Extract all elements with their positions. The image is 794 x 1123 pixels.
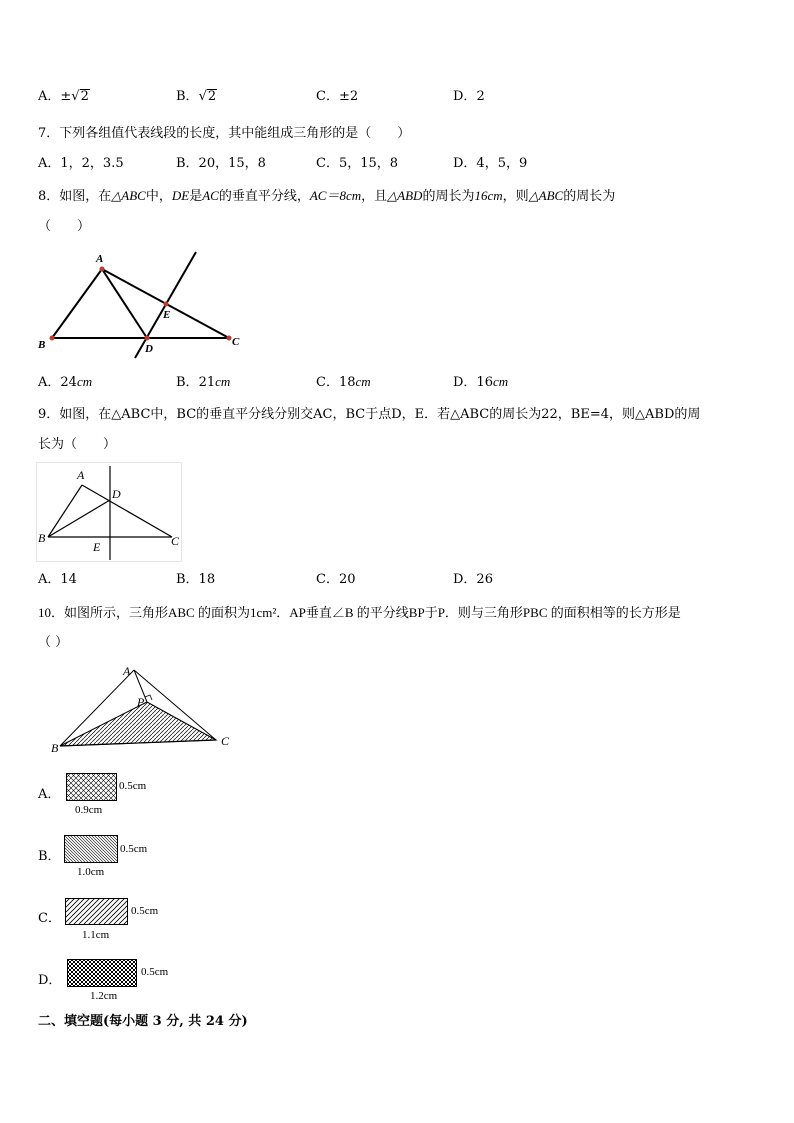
q8-label-d: D (145, 343, 153, 355)
q10-stem-line2: （ ） (38, 635, 69, 650)
q8-option-d: D．16cm (453, 374, 509, 390)
q10-option-d-width: 1.2cm (90, 990, 118, 1002)
q6-option-c: C．±2 (316, 89, 359, 104)
q10-option-c-width: 1.1cm (82, 929, 110, 941)
q10-option-c-rect (65, 898, 128, 925)
q8-figure (36, 248, 246, 360)
q10-option-a-height: 0.5cm (119, 780, 147, 792)
q10-option-c-height: 0.5cm (131, 905, 159, 917)
q8-option-a: A．24cm (38, 374, 93, 390)
q9-label-c: C (171, 534, 180, 548)
q10-option-d-height: 0.5cm (141, 966, 169, 978)
q9-label-e: E (93, 540, 101, 554)
q8-label-e: E (163, 309, 171, 321)
q8-stem: 8．如图，在△ABC中，DE是AC的垂直平分线，AC＝8cm，且△ABD的周长为16cm，则△ABC的周长为 (38, 188, 616, 204)
q8-stem-line2: （ ） (38, 219, 91, 234)
q8-option-c: C．18cm (316, 374, 371, 390)
q10-option-b-height: 0.5cm (120, 843, 148, 855)
q10-option-a-letter: A． (38, 787, 61, 802)
q8-label-b: B (38, 339, 46, 351)
q9-label-b: B (38, 531, 46, 545)
q10-stem-line1: 10．如图所示，三角形ABC 的面积为1cm²．AP垂直∠B 的平分线BP于P．则与三角形PBC 的面积相等的长方形是 (38, 605, 681, 620)
q6-option-d: D．2 (453, 89, 485, 104)
q10-option-c-letter: C． (38, 911, 61, 926)
q10-figure (36, 662, 242, 758)
q10-option-a-width: 0.9cm (75, 804, 103, 816)
q10-label-p: P (137, 695, 145, 709)
section-heading: 二、填空题(每小题 3 分, 共 24 分) (38, 1014, 248, 1029)
q10-option-d-rect (67, 959, 137, 987)
q9-figure (36, 462, 182, 562)
q7-option-a: A．1，2，3.5 (38, 156, 124, 171)
q10-option-b-letter: B． (38, 849, 61, 864)
q6-option-b-radicand: 2 (207, 89, 217, 104)
q9-option-a: A．14 (38, 572, 77, 587)
q6-option-a-radicand: 2 (80, 89, 89, 104)
q7-option-c: C．5，15，8 (316, 156, 399, 171)
q9-stem-line1: 9．如图，在△ABC中，BC的垂直平分线分别交AC，BC于点D，E．若△ABC的周长为22，BE=4，则△ABD的周 (38, 407, 701, 422)
q10-label-c: C (221, 734, 230, 748)
q6-option-b: B．√2 (176, 89, 217, 104)
q8-label-c: C (232, 336, 240, 348)
q10-option-d-letter: D． (38, 973, 62, 988)
q8-option-b: B．21cm (176, 374, 231, 390)
q10-label-a: A (123, 664, 131, 678)
q7-stem: 7．下列各组值代表线段的长度，其中能组成三角形的是（ ） (38, 126, 411, 141)
q10-option-a-rect (66, 773, 117, 801)
q10-option-b-rect (64, 835, 118, 863)
q8-label-a: A (96, 253, 104, 265)
q9-option-d: D．26 (453, 572, 493, 587)
q6-option-a: A．±√2 (38, 89, 89, 104)
q7-option-d: D．4，5，9 (453, 156, 528, 171)
q9-option-c: C．20 (316, 572, 356, 587)
q9-stem-line2: 长为（ ） (38, 437, 117, 452)
q10-label-b: B (51, 741, 59, 755)
q9-label-a: A (77, 468, 85, 482)
q9-option-b: B．18 (176, 572, 216, 587)
q9-label-d: D (112, 487, 121, 501)
q7-option-b: B．20，15，8 (176, 156, 266, 171)
q10-option-b-width: 1.0cm (77, 866, 105, 878)
